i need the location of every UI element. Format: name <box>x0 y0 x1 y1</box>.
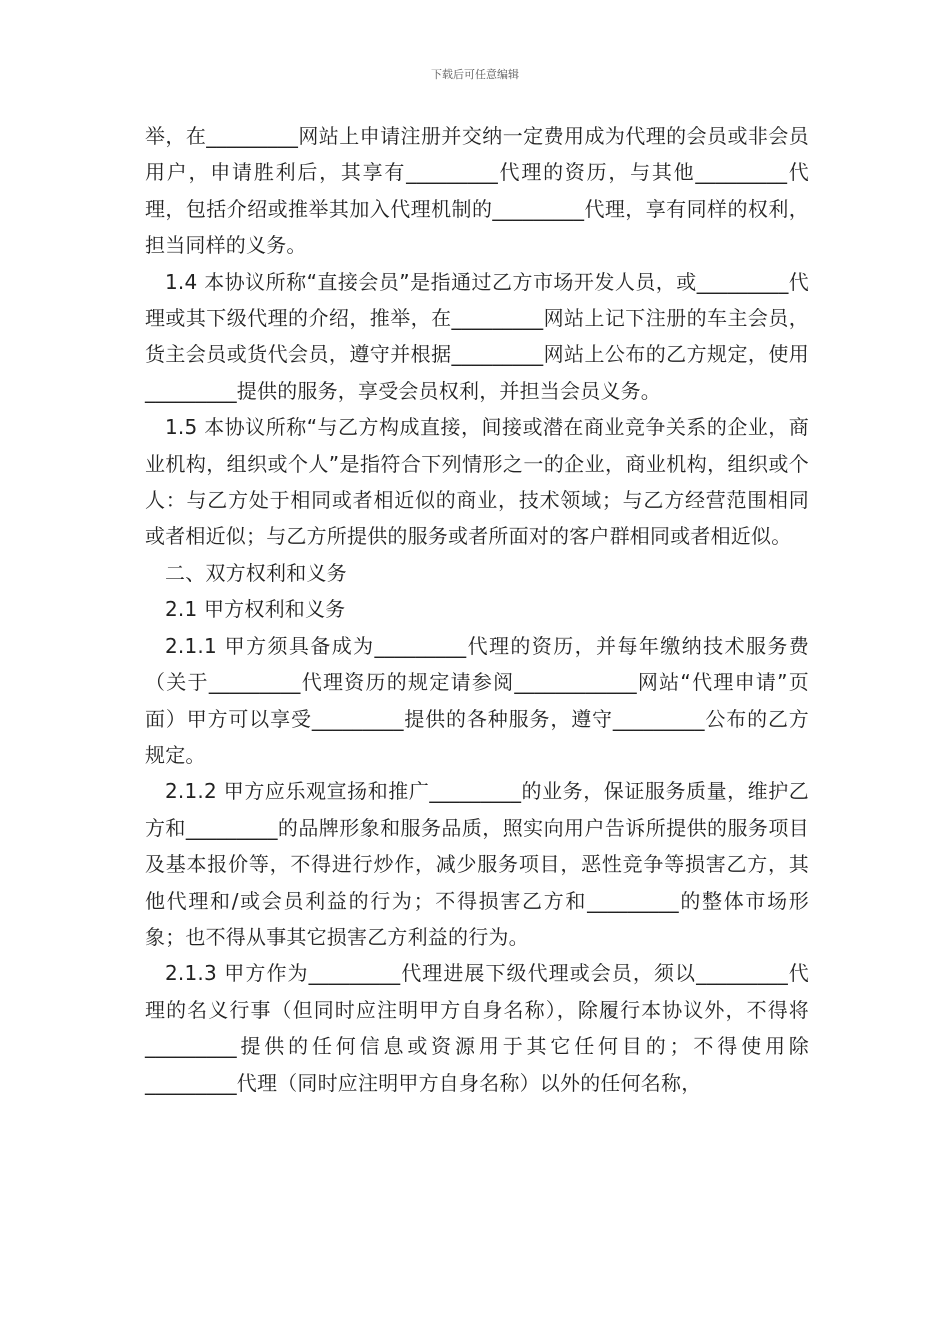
page-header: 下载后可任意编辑 <box>431 68 519 81</box>
paragraph-2-1-2: 2.1.2 甲方应乐观宣扬和推广_________的业务，保证服务质量，维护乙方和_________的品牌形象和服务品质，照实向用户告诉所提供的服务项目及基本报价等，不得进行炒作，减少服务项目，恶性竞争等损害乙方，其他代理和/或会员利益的行为；不得损害乙方和_________的整体市场形象；也不得从事其它损害乙方利益的行为。 <box>145 779 809 949</box>
document-body <box>145 118 809 1101</box>
paragraph-1-5: 1.5 本协议所称“与乙方构成直接，间接或潜在商业竞争关系的企业，商业机构，组织或个人”是指符合下列情形之一的企业，商业机构，组织或个人：与乙方处于相同或者相近似的商业，技术领域；与乙方经营范围相同或者相近似；与乙方所提供的服务或者所面对的客户群相同或者相近似。 <box>145 415 809 549</box>
subsection-heading-2-1: 2.1 甲方权利和义务 <box>165 597 346 622</box>
paragraph-2-1-3: 2.1.3 甲方作为_________代理进展下级代理或会员，须以_________代理的名义行事（但同时应注明甲方自身名称），除履行本协议外，不得将_________提供的任何信息或资源用于其它任何目的；不得使用除_________代理（同时应注明甲方自身名称）以外的任何名称， <box>145 961 809 1095</box>
paragraph-1-4: 1.4 本协议所称“直接会员”是指通过乙方市场开发人员，或_________代理或其下级代理的介绍，推举，在_________网站上记下注册的车主会员，货主会员或货代会员，遵守并根据_________网站上公布的乙方规定，使用_________提供的服务，享受会员权利，并担当会员义务。 <box>145 269 809 403</box>
paragraph-2-1-1: 2.1.1 甲方须具备成为_________代理的资历，并每年缴纳技术服务费（关于_________代理资历的规定请参阅____________网站“代理申请”页面）甲方可以享受_________提供的各种服务，遵守_________公布的乙方规定。 <box>145 633 809 767</box>
section-heading-2: 二、双方权利和义务 <box>165 560 347 585</box>
paragraph-continuation: 举，在_________网站上申请注册并交纳一定费用成为代理的会员或非会员用户，申请胜利后，其享有_________代理的资历，与其他_________代理，包括介绍或推举其加入代理机制的_________代理，享有同样的权利，担当同样的义务。 <box>145 124 809 258</box>
